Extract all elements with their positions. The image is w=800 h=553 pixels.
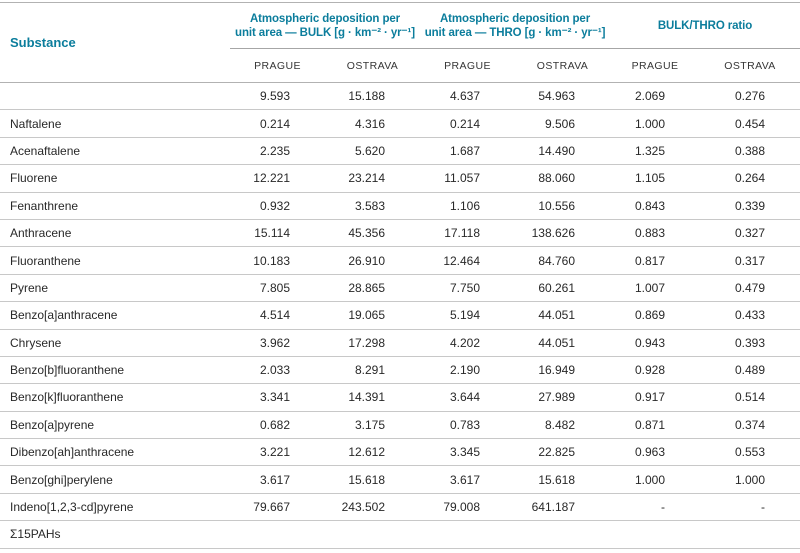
substance-cell: Pyrene [0, 274, 230, 301]
value-cell: 0.339 [700, 192, 800, 219]
value-cell: 0.264 [700, 165, 800, 192]
substance-cell: Σ15PAHs [0, 521, 230, 548]
value-cell: 12.612 [325, 439, 420, 466]
value-cell: 1.000 [610, 466, 700, 493]
value-cell: 45.356 [325, 219, 420, 246]
value-cell: 0.214 [230, 110, 325, 137]
bulk-group-header [230, 3, 420, 49]
substance-cell [0, 83, 230, 110]
value-cell: 16.949 [515, 356, 610, 383]
value-cell: 44.051 [515, 302, 610, 329]
value-cell: 0.963 [610, 439, 700, 466]
value-cell: 3.644 [420, 384, 515, 411]
table-row [0, 192, 800, 219]
value-cell: 2.033 [230, 356, 325, 383]
value-cell: 0.454 [700, 110, 800, 137]
bulk-group-header-line1: Atmospheric deposition per [249, 12, 401, 25]
value-cell: 0.479 [700, 274, 800, 301]
subheader-ratio-ostrava: OSTRAVA [700, 49, 800, 83]
value-cell: 15.618 [515, 466, 610, 493]
value-cell: - [610, 493, 700, 520]
value-cell: 0.943 [610, 329, 700, 356]
value-cell: 0.928 [610, 356, 700, 383]
value-cell: 1.106 [420, 192, 515, 219]
table-row [0, 466, 800, 493]
value-cell: 19.065 [325, 302, 420, 329]
value-cell: 0.682 [230, 411, 325, 438]
value-cell: 0.393 [700, 329, 800, 356]
value-cell: 7.805 [230, 274, 325, 301]
value-cell: 0.869 [610, 302, 700, 329]
table-header [0, 3, 800, 83]
value-cell: 0.514 [700, 384, 800, 411]
thro-group-header-line1: Atmospheric deposition per [439, 12, 591, 25]
value-cell: 2.190 [420, 356, 515, 383]
value-cell: 0.317 [700, 247, 800, 274]
substance-cell: Acenaftalene [0, 137, 230, 164]
value-cell: 0.932 [230, 192, 325, 219]
substance-cell: Benzo[ghi]perylene [0, 466, 230, 493]
value-cell: 3.617 [230, 466, 325, 493]
value-cell: - [700, 493, 800, 520]
value-cell: 3.617 [420, 466, 515, 493]
value-cell: 54.963 [515, 83, 610, 110]
value-cell: 5.620 [325, 137, 420, 164]
value-cell: 4.202 [420, 329, 515, 356]
value-cell: 3.341 [230, 384, 325, 411]
subheader-thro-prague: PRAGUE [420, 49, 515, 83]
value-cell: 3.345 [420, 439, 515, 466]
subheader-bulk-prague: PRAGUE [230, 49, 325, 83]
table-row [0, 137, 800, 164]
table-row [0, 329, 800, 356]
value-cell: 44.051 [515, 329, 610, 356]
value-cell [230, 521, 325, 548]
value-cell [515, 521, 610, 548]
subheader-bulk-ostrava: OSTRAVA [325, 49, 420, 83]
value-cell: 0.817 [610, 247, 700, 274]
deposition-table [0, 2, 800, 549]
value-cell: 79.008 [420, 493, 515, 520]
table-body [0, 83, 800, 549]
value-cell: 0.553 [700, 439, 800, 466]
table-row [0, 411, 800, 438]
value-cell: 12.464 [420, 247, 515, 274]
value-cell: 9.506 [515, 110, 610, 137]
value-cell: 243.502 [325, 493, 420, 520]
value-cell: 2.069 [610, 83, 700, 110]
table-row [0, 219, 800, 246]
table-row [0, 110, 800, 137]
value-cell: 5.194 [420, 302, 515, 329]
value-cell: 23.214 [325, 165, 420, 192]
group-header-row [0, 3, 800, 49]
value-cell: 3.583 [325, 192, 420, 219]
value-cell: 15.114 [230, 219, 325, 246]
table-row [0, 247, 800, 274]
value-cell: 0.433 [700, 302, 800, 329]
value-cell: 0.871 [610, 411, 700, 438]
substance-cell: Benzo[a]pyrene [0, 411, 230, 438]
substance-cell: Anthracene [0, 219, 230, 246]
value-cell: 8.291 [325, 356, 420, 383]
ratio-group-header-line1: BULK/THRO ratio [657, 19, 753, 32]
value-cell: 0.883 [610, 219, 700, 246]
thro-group-header [420, 3, 610, 49]
substance-cell: Benzo[a]anthracene [0, 302, 230, 329]
value-cell: 27.989 [515, 384, 610, 411]
bulk-group-header-line2: unit area — BULK [g · km⁻² · yr⁻¹] [235, 26, 415, 39]
value-cell: 11.057 [420, 165, 515, 192]
substance-cell: Benzo[b]fluoranthene [0, 356, 230, 383]
value-cell: 15.188 [325, 83, 420, 110]
value-cell: 138.626 [515, 219, 610, 246]
value-cell: 0.843 [610, 192, 700, 219]
substance-cell: Fluorene [0, 165, 230, 192]
value-cell: 1.000 [700, 466, 800, 493]
table-row [0, 384, 800, 411]
value-cell: 14.391 [325, 384, 420, 411]
value-cell: 10.556 [515, 192, 610, 219]
value-cell: 641.187 [515, 493, 610, 520]
subheader-thro-ostrava: OSTRAVA [515, 49, 610, 83]
value-cell: 14.490 [515, 137, 610, 164]
value-cell: 12.221 [230, 165, 325, 192]
table-row [0, 83, 800, 110]
value-cell: 0.214 [420, 110, 515, 137]
value-cell: 0.374 [700, 411, 800, 438]
table-row [0, 302, 800, 329]
thro-group-header-line2: unit area — THRO [g · km⁻² · yr⁻¹] [424, 26, 606, 39]
value-cell [610, 521, 700, 548]
value-cell: 7.750 [420, 274, 515, 301]
value-cell: 8.482 [515, 411, 610, 438]
value-cell: 0.917 [610, 384, 700, 411]
value-cell: 0.388 [700, 137, 800, 164]
value-cell: 10.183 [230, 247, 325, 274]
value-cell: 9.593 [230, 83, 325, 110]
value-cell: 1.687 [420, 137, 515, 164]
value-cell: 1.105 [610, 165, 700, 192]
value-cell [325, 521, 420, 548]
value-cell: 60.261 [515, 274, 610, 301]
value-cell: 3.175 [325, 411, 420, 438]
value-cell: 1.325 [610, 137, 700, 164]
value-cell: 28.865 [325, 274, 420, 301]
value-cell: 17.118 [420, 219, 515, 246]
value-cell: 15.618 [325, 466, 420, 493]
substance-column-header: Substance [0, 3, 230, 83]
value-cell: 4.514 [230, 302, 325, 329]
ratio-group-header [610, 3, 800, 49]
value-cell: 2.235 [230, 137, 325, 164]
table-row [0, 356, 800, 383]
value-cell: 3.221 [230, 439, 325, 466]
value-cell: 88.060 [515, 165, 610, 192]
value-cell: 4.637 [420, 83, 515, 110]
substance-cell: Fenanthrene [0, 192, 230, 219]
value-cell: 17.298 [325, 329, 420, 356]
subheader-ratio-prague: PRAGUE [610, 49, 700, 83]
table-row [0, 493, 800, 520]
value-cell: 22.825 [515, 439, 610, 466]
substance-cell: Chrysene [0, 329, 230, 356]
value-cell: 0.489 [700, 356, 800, 383]
value-cell [420, 521, 515, 548]
table-row [0, 521, 800, 548]
value-cell: 84.760 [515, 247, 610, 274]
table-row [0, 274, 800, 301]
value-cell: 1.000 [610, 110, 700, 137]
value-cell: 4.316 [325, 110, 420, 137]
value-cell: 1.007 [610, 274, 700, 301]
value-cell: 0.276 [700, 83, 800, 110]
value-cell [700, 521, 800, 548]
substance-cell: Indeno[1,2,3-cd]pyrene [0, 493, 230, 520]
value-cell: 79.667 [230, 493, 325, 520]
value-cell: 0.327 [700, 219, 800, 246]
table-row [0, 165, 800, 192]
value-cell: 3.962 [230, 329, 325, 356]
substance-cell: Benzo[k]fluoranthene [0, 384, 230, 411]
substance-cell: Naftalene [0, 110, 230, 137]
value-cell: 0.783 [420, 411, 515, 438]
substance-cell: Fluoranthene [0, 247, 230, 274]
value-cell: 26.910 [325, 247, 420, 274]
substance-cell: Dibenzo[ah]anthracene [0, 439, 230, 466]
table-row [0, 439, 800, 466]
